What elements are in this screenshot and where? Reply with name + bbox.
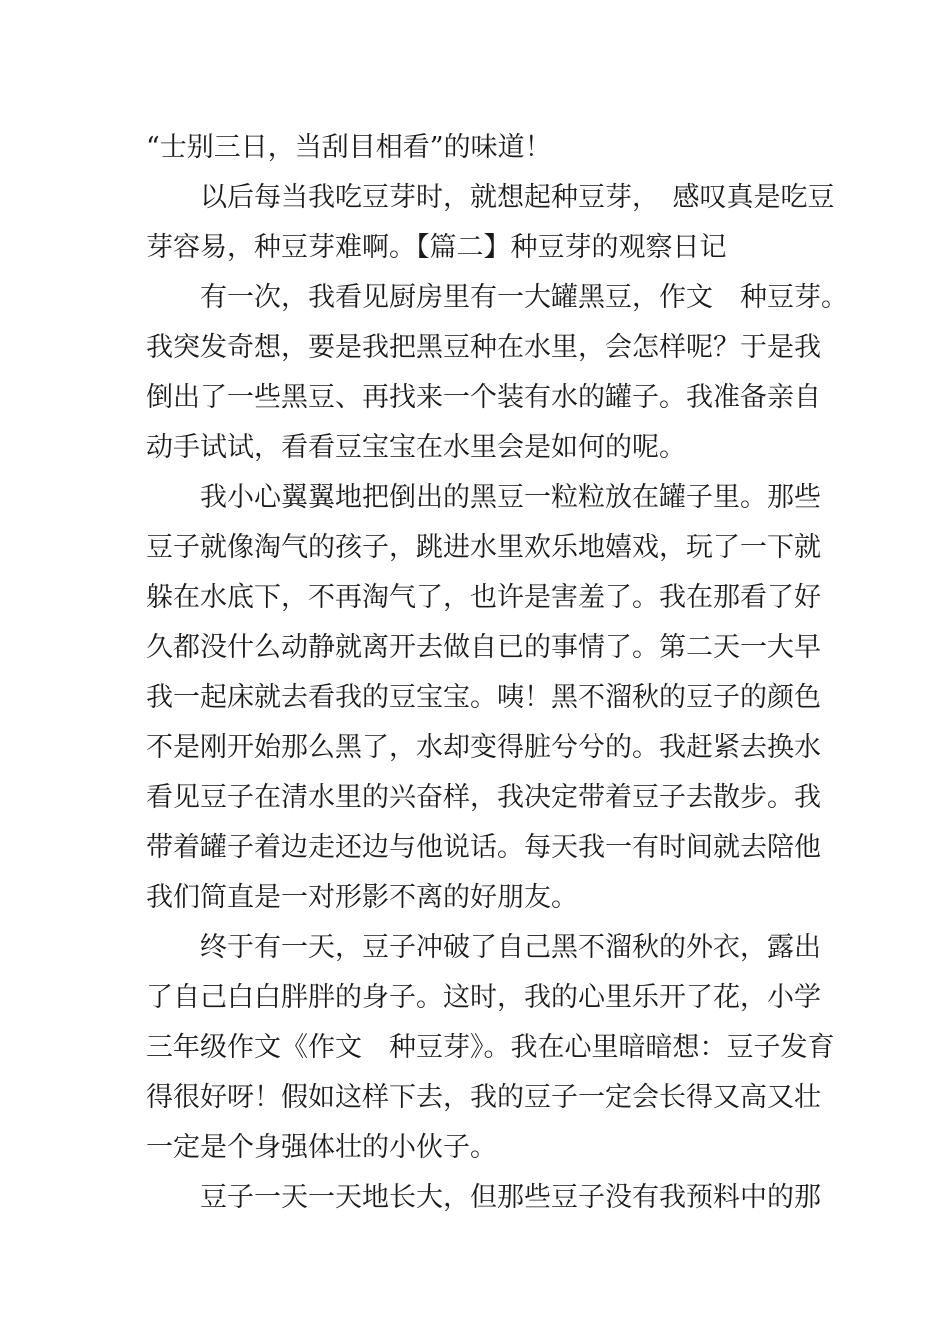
text-line-22: 豆子一天一天地长大，但那些豆子没有我预料中的那	[146, 1182, 821, 1213]
text-line-5: 我突发奇想，要是我把黑豆种在水里，会怎样呢？于是我	[146, 332, 821, 363]
text-line-16: 我们简直是一对形影不离的好朋友。	[146, 882, 578, 913]
text-line-15: 带着罐子着边走还边与他说话。每天我一有时间就去陪他	[146, 832, 821, 863]
text-line-4: 有一次，我看见厨房里有一大罐黑豆，作文 种豆芽。	[146, 282, 848, 313]
text-line-14: 看见豆子在清水里的兴奋样，我决定带着豆子去散步。我	[146, 782, 821, 813]
text-line-18: 了自己白白胖胖的身子。这时，我的心里乐开了花，小学	[146, 982, 821, 1013]
text-line-6: 倒出了一些黑豆、再找来一个装有水的罐子。我准备亲自	[146, 382, 821, 413]
text-line-8: 我小心翼翼地把倒出的黑豆一粒粒放在罐子里。那些	[146, 482, 821, 513]
text-line-21: 一定是个身强体壮的小伙子。	[146, 1132, 497, 1163]
text-line-1: “士别三日，当刮目相看”的味道！	[146, 132, 552, 163]
text-line-7: 动手试试，看看豆宝宝在水里会是如何的呢。	[146, 432, 686, 463]
text-line-13: 不是刚开始那么黑了，水却变得脏兮兮的。我赶紧去换水	[146, 732, 821, 763]
text-line-20: 得很好呀！假如这样下去，我的豆子一定会长得又高又壮	[146, 1082, 821, 1113]
text-line-3: 芽容易，种豆芽难啊。【篇二】种豆芽的观察日记	[146, 232, 727, 263]
text-line-2: 以后每当我吃豆芽时，就想起种豆芽， 感叹真是吃豆	[146, 182, 835, 213]
text-line-17: 终于有一天，豆子冲破了自己黑不溜秋的外衣，露出	[146, 932, 821, 963]
text-line-19: 三年级作文《作文 种豆芽》。我在心里暗暗想：豆子发育	[146, 1032, 835, 1063]
text-line-9: 豆子就像淘气的孩子，跳进水里欢乐地嬉戏，玩了一下就	[146, 532, 821, 563]
text-line-10: 躲在水底下，不再淘气了，也许是害羞了。我在那看了好	[146, 582, 821, 613]
text-line-12: 我一起床就去看我的豆宝宝。咦！黑不溜秋的豆子的颜色	[146, 682, 821, 713]
text-line-11: 久都没什么动静就离开去做自已的事情了。第二天一大早	[146, 632, 821, 663]
